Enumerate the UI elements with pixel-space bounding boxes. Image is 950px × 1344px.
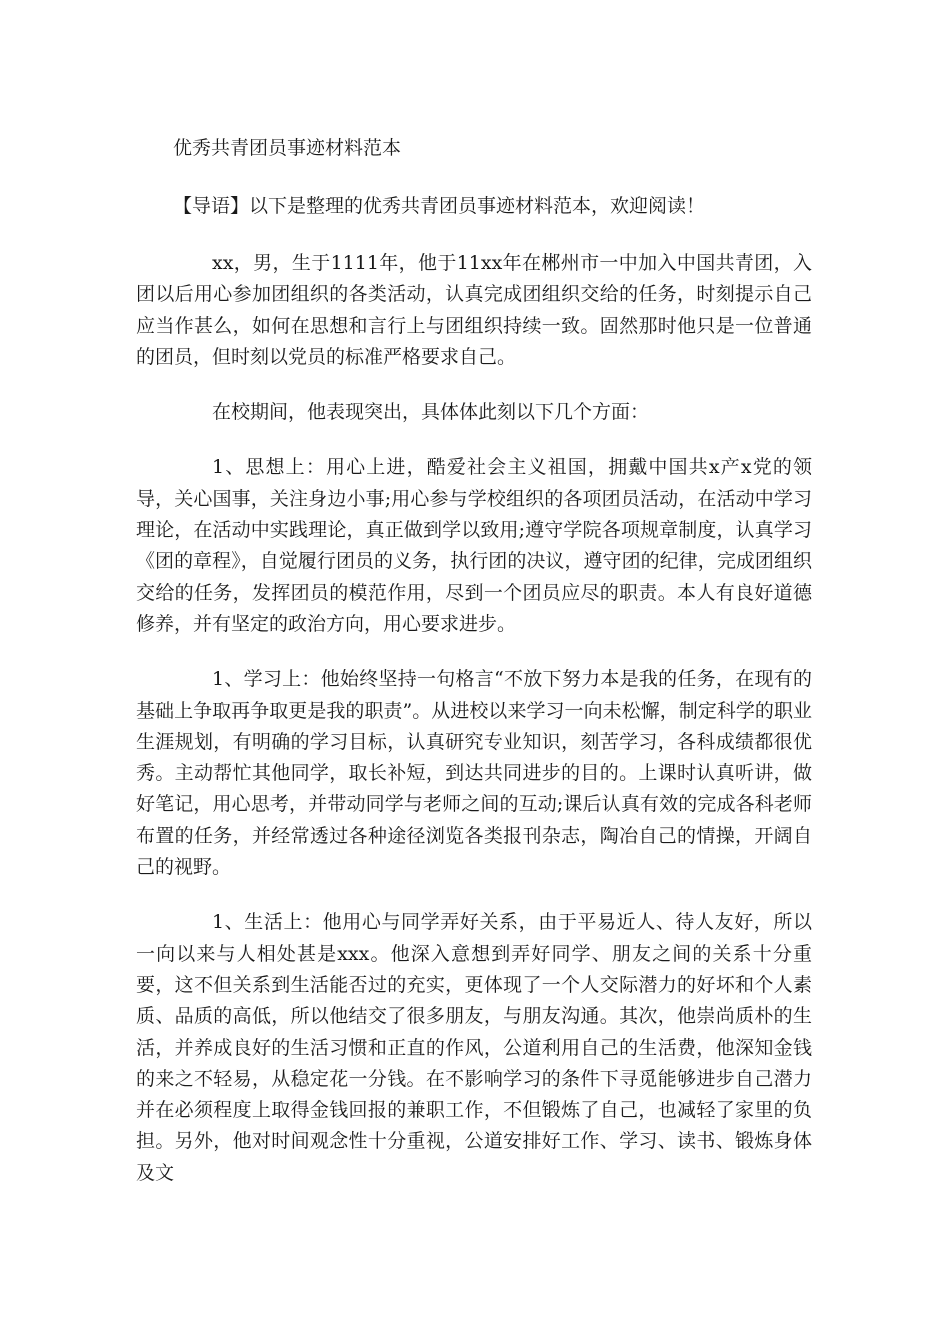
paragraph-school-summary: 在校期间，他表现突出，具体体此刻以下几个方面： — [212, 401, 650, 424]
paragraph-study: 1、学习上：他始终坚持一句格言“不放下努力本是我的任务，在现有的基础上争取再争取更是我的职责”。从进校以来学习一向未松懈，制定科学的职业生涯规划，有明确的学习目标，认真研究专业知识，刻苦学习，各科成绩都很优秀。主动帮忙其他同学，取长补短，到达共同进步的目的。上课时认真听讲，做好笔记，用心思考，并带动同学与老师之间的互动;课后认真有效的完成各科老师布置的任务，并经常透过各种途径浏览各类报刊杂志，陶冶自己的情操，开阔自己的视野。 — [136, 668, 812, 879]
paragraph-life: 1、生活上：他用心与同学弄好关系，由于平易近人、待人友好，所以一向以来与人相处甚是xxx。他深入意想到弄好同学、朋友之间的关系十分重要，这不但关系到生活能否过的充实，更体现了一个人交际潜力的好坏和个人素质、品质的高低，所以他结交了很多朋友，与朋友沟通。其次，他崇尚质朴的生活，并养成良好的生活习惯和正直的作风，公道利用自己的生活费，他深知金钱的来之不轻易，从稳定花一分钱。在不影响学习的条件下寻觅能够进步自己潜力并在必须程度上取得金钱回报的兼职工作，不但锻炼了自己，也减轻了家里的负担。另外，他对时间观念性十分重视，公道安排好工作、学习、读书、锻炼身体及文 — [136, 911, 812, 1184]
document-lead: 【导语】以下是整理的优秀共青团员事迹材料范本，欢迎阅读！ — [173, 195, 706, 217]
document-body — [136, 132, 812, 1189]
paragraph-intro: xx，男，生于1111年，他于11xx年在郴州市一中加入中国共青团，入团以后用心参加团组织的各类活动，认真完成团组织交给的任务，时刻提示自己应当作甚么，如何在思想和言行上与团组织持续一致。固然那时他只是一位普通的团员，但时刻以党员的标准严格要求自己。 — [136, 252, 812, 368]
paragraph-thought: 1、思想上：用心上进，酷爱社会主义祖国，拥戴中国共x产x党的领导，关心国事，关注身边小事;用心参与学校组织的各项团员活动，在活动中学习理论，在活动中实践理论，真正做到学以致用;遵守学院各项规章制度，认真学习《团的章程》，自觉履行团员的义务，执行团的决议，遵守团的纪律，完成团组织交给的任务，发挥团员的模范作用，尽到一个团员应尽的职责。本人有良好道德修养，并有坚定的政治方向，用心要求进步。 — [136, 456, 812, 635]
document-title: 优秀共青团员事迹材料范本 — [173, 137, 402, 159]
